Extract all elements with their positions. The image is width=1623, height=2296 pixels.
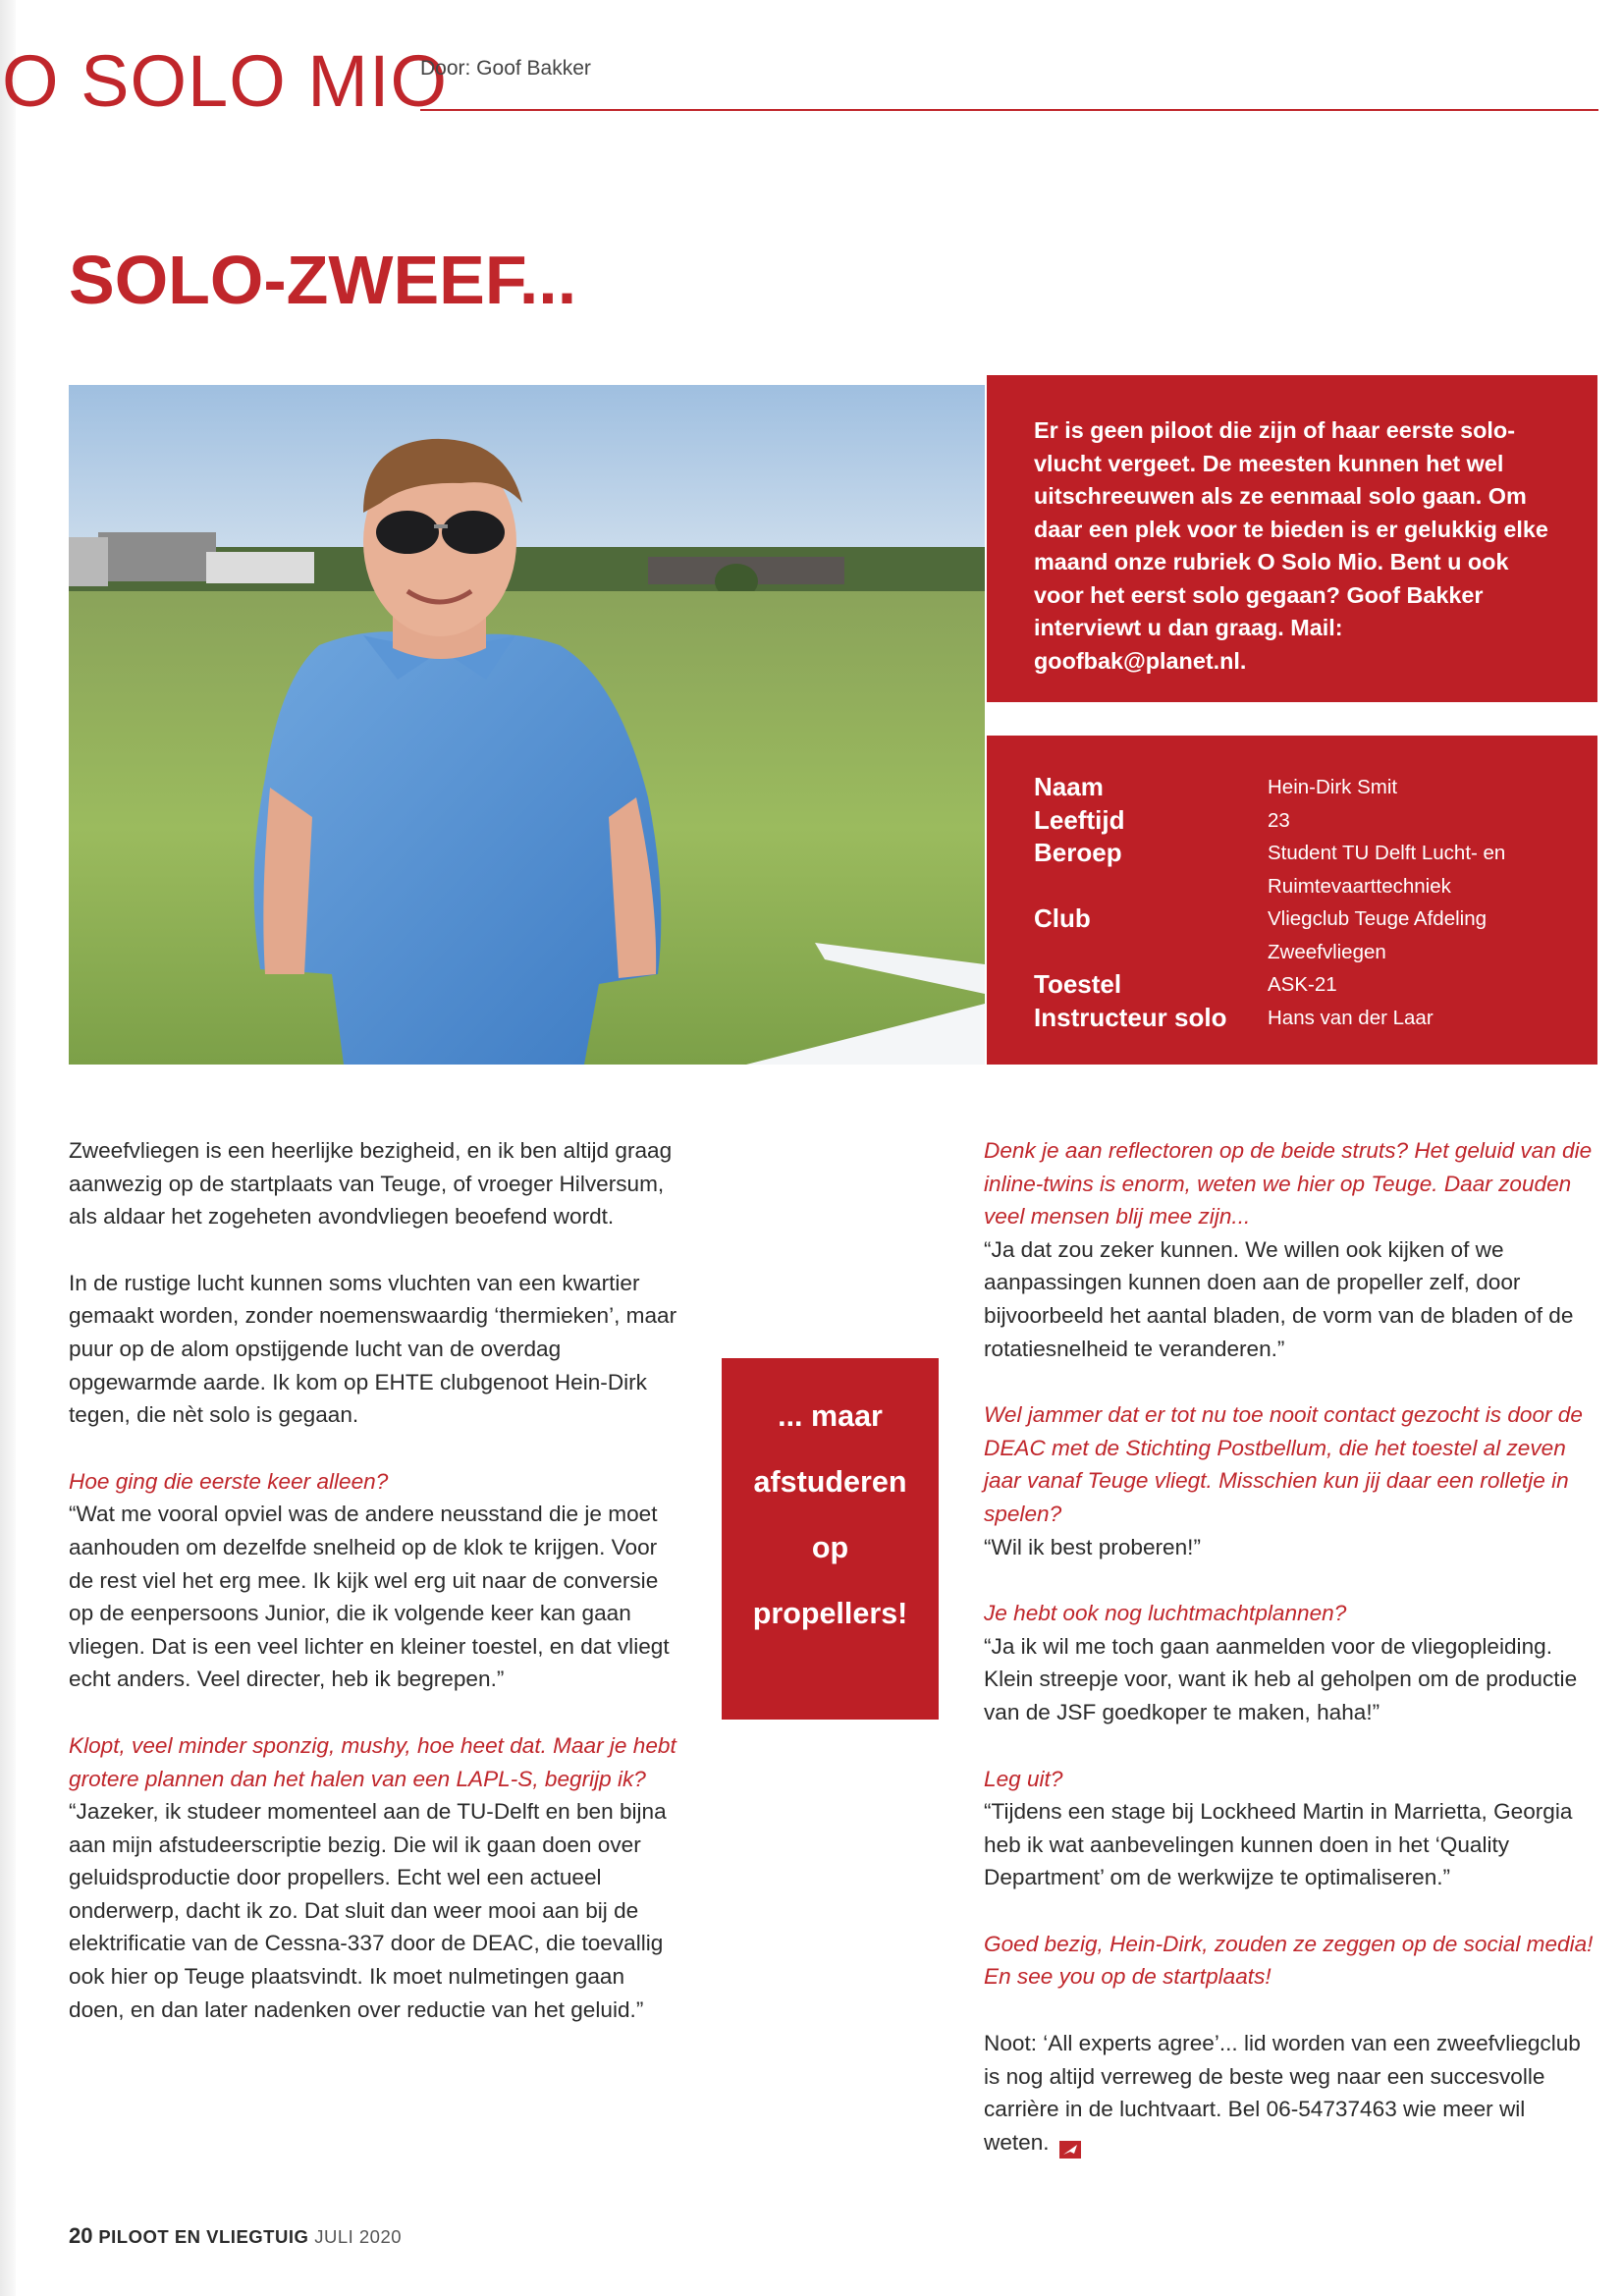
fact-label: Beroep — [1034, 838, 1122, 867]
fact-label: Club — [1034, 903, 1091, 933]
page-number: 20 — [69, 2223, 93, 2248]
body-paragraph: In de rustige lucht kunnen soms vluchten van een kwartier gemaakt worden, zonder noemenswaardig ‘thermieken’, maar puur op de alom opstijgende lucht van de overdag opgewarmde aarde. Ik kom op EHTE clubgenoot Hein-Dirk tegen, die nèt solo is gegaan. — [69, 1270, 677, 1428]
byline: Door: Goof Bakker — [420, 57, 591, 80]
rubric-title: O SOLO MIO — [2, 40, 449, 122]
interview-question: Je hebt ook nog luchtmachtplannen? — [984, 1601, 1347, 1626]
fact-value: Vliegclub Teuge Afdeling Zweefvliegen — [1268, 907, 1488, 963]
intro-text: Er is geen piloot die zijn of haar eerste solo-vlucht vergeet. De meesten kunnen het wel uitschreeuwen als ze eenmaal solo gaan. Om daar een plek voor te bieden is er gelukkig elke maand onze rubriek O Solo Mio. Bent u ook voor het eerst solo gegaan? Goof Bakker interviewt u dan graag. Mail: goofbak@planet.nl. — [1034, 417, 1548, 674]
fact-row-job — [1034, 837, 1578, 902]
pull-quote-line: propellers! — [752, 1597, 908, 1630]
interview-exchange — [984, 1928, 1595, 1994]
interview-question: Wel jammer dat er tot nu toe nooit contact gezocht is door de DEAC met de Stichting Postbellum, die het toestel al zeven jaar vanaf Teuge vliegt. Misschien kun jij daar een rolletje in spelen? — [984, 1402, 1583, 1526]
page-spine-shadow — [0, 0, 16, 2296]
fact-row-aircraft — [1034, 968, 1578, 1002]
interview-answer: “Wat me vooral opviel was de andere neusstand die je moet aanhouden om dezelfde snelheid op de klok te krijgen. Voor de rest viel het erg mee. Ik kijk wel erg uit naar de conversie op de eenpersoons Junior, die ik volgende keer kan gaan vliegen. Dat is een veel lichter en kleiner toestel, en dat vliegt echt anders. Veel directer, heb ik begrepen.” — [69, 1502, 670, 1692]
fact-value: Student TU Delft Lucht- en Ruimtevaarttechniek — [1268, 842, 1506, 898]
closing-note-text: Noot: ‘All experts agree’... lid worden van een zweefvliegclub is nog altijd verreweg de beste weg naar een succesvolle carrière in de luchtvaart. Bel 06-54737463 wie meer wil weten. — [984, 2031, 1581, 2155]
article-headline: SOLO-ZWEEF... — [69, 242, 577, 318]
header-rule — [420, 109, 1598, 111]
interview-exchange — [984, 1398, 1595, 1563]
article-column-left — [69, 1134, 685, 2059]
article-column-right — [984, 1134, 1595, 2192]
intro-box — [987, 375, 1597, 702]
fact-value: 23 — [1268, 808, 1290, 832]
interview-exchange — [984, 1597, 1595, 1728]
interview-answer: “Wil ik best proberen!” — [984, 1534, 1201, 1559]
interview-question: Hoe ging die eerste keer alleen? — [69, 1468, 389, 1494]
interview-question: Denk je aan reflectoren op de beide struts? Het geluid van die inline-twins is enorm, weten we hier op Teuge. Daar zouden veel mensen blij mee zijn... — [984, 1138, 1593, 1230]
facts-box — [987, 736, 1597, 1065]
issue-date: JULI 2020 — [314, 2226, 403, 2247]
pull-quote-line: op — [811, 1531, 849, 1564]
body-paragraph: Zweefvliegen is een heerlijke bezigheid, en ik ben altijd graag aanwezig op de startplaats van Teuge, of vroeger Hilversum, als aldaar het zogeheten avondvliegen beoefend wordt. — [69, 1138, 673, 1230]
end-of-article-plane-icon — [1059, 2135, 1081, 2153]
interview-exchange — [984, 1763, 1595, 1894]
fact-label: Instructeur solo — [1034, 1002, 1227, 1032]
fact-value: ASK-21 — [1268, 973, 1337, 996]
fact-label: Toestel — [1034, 969, 1122, 999]
pull-quote-line: afstuderen — [753, 1465, 907, 1499]
interview-answer: “Ja ik wil me toch gaan aanmelden voor de vliegopleiding. Klein streepje voor, want ik heb al geholpen om de productie van de JSF goedkoper te maken, haha!” — [984, 1633, 1578, 1724]
fact-value: Hans van der Laar — [1268, 1006, 1434, 1029]
pull-quote-line: ... maar — [778, 1399, 883, 1433]
fact-row-age — [1034, 804, 1578, 838]
interview-exchange — [69, 1465, 685, 1696]
fact-row-name — [1034, 771, 1578, 804]
interview-exchange — [984, 1134, 1595, 1365]
interview-answer: “Tijdens een stage bij Lockheed Martin in Marrietta, Georgia heb ik wat aanbevelingen kunnen doen in het ‘Quality Department’ om de werkwijze te optimaliseren.” — [984, 1799, 1573, 1890]
fact-label: Naam — [1034, 772, 1104, 801]
interview-answer: “Jazeker, ik studeer momenteel aan de TU-Delft en ben bijna aan mijn afstudeerscriptie bezig. Die wil ik gaan doen over geluidsproductie door propellers. Echt wel een actueel onderwerp, dacht ik zo. Dat sluit dan weer mooi aan bij de elektrificatie van de Cessna-337 door de DEAC, die toevallig ook hier op Teuge plaatsvindt. Ik moet nulmetingen gaan doen, en dan later nadenken over reductie van het geluid.” — [69, 1799, 667, 2022]
closing-note — [984, 2027, 1595, 2159]
magazine-name: PILOOT EN VLIEGTUIG — [98, 2226, 309, 2247]
interview-answer: “Ja dat zou zeker kunnen. We willen ook kijken of we aanpassingen kunnen doen aan de propeller zelf, door bijvoorbeeld het aantal bladen, de vorm van de bladen of de rotatiesnelheid te veranderen.” — [984, 1236, 1574, 1361]
fact-row-instructor — [1034, 1002, 1578, 1035]
pull-quote — [722, 1358, 939, 1720]
fact-label: Leeftijd — [1034, 804, 1125, 835]
page-footer — [69, 2223, 402, 2249]
interview-question: Klopt, veel minder sponzig, mushy, hoe heet dat. Maar je hebt grotere plannen dan het halen van een LAPL-S, begrijp ik? — [69, 1732, 676, 1791]
fact-row-club — [1034, 902, 1578, 968]
interview-exchange — [69, 1729, 685, 2026]
interview-question: Leg uit? — [984, 1766, 1063, 1791]
fact-value: Hein-Dirk Smit — [1268, 776, 1398, 798]
pilot-photo — [69, 385, 985, 1065]
interview-question: Goed bezig, Hein-Dirk, zouden ze zeggen op de social media! En see you op de startplaats! — [984, 1931, 1594, 1990]
